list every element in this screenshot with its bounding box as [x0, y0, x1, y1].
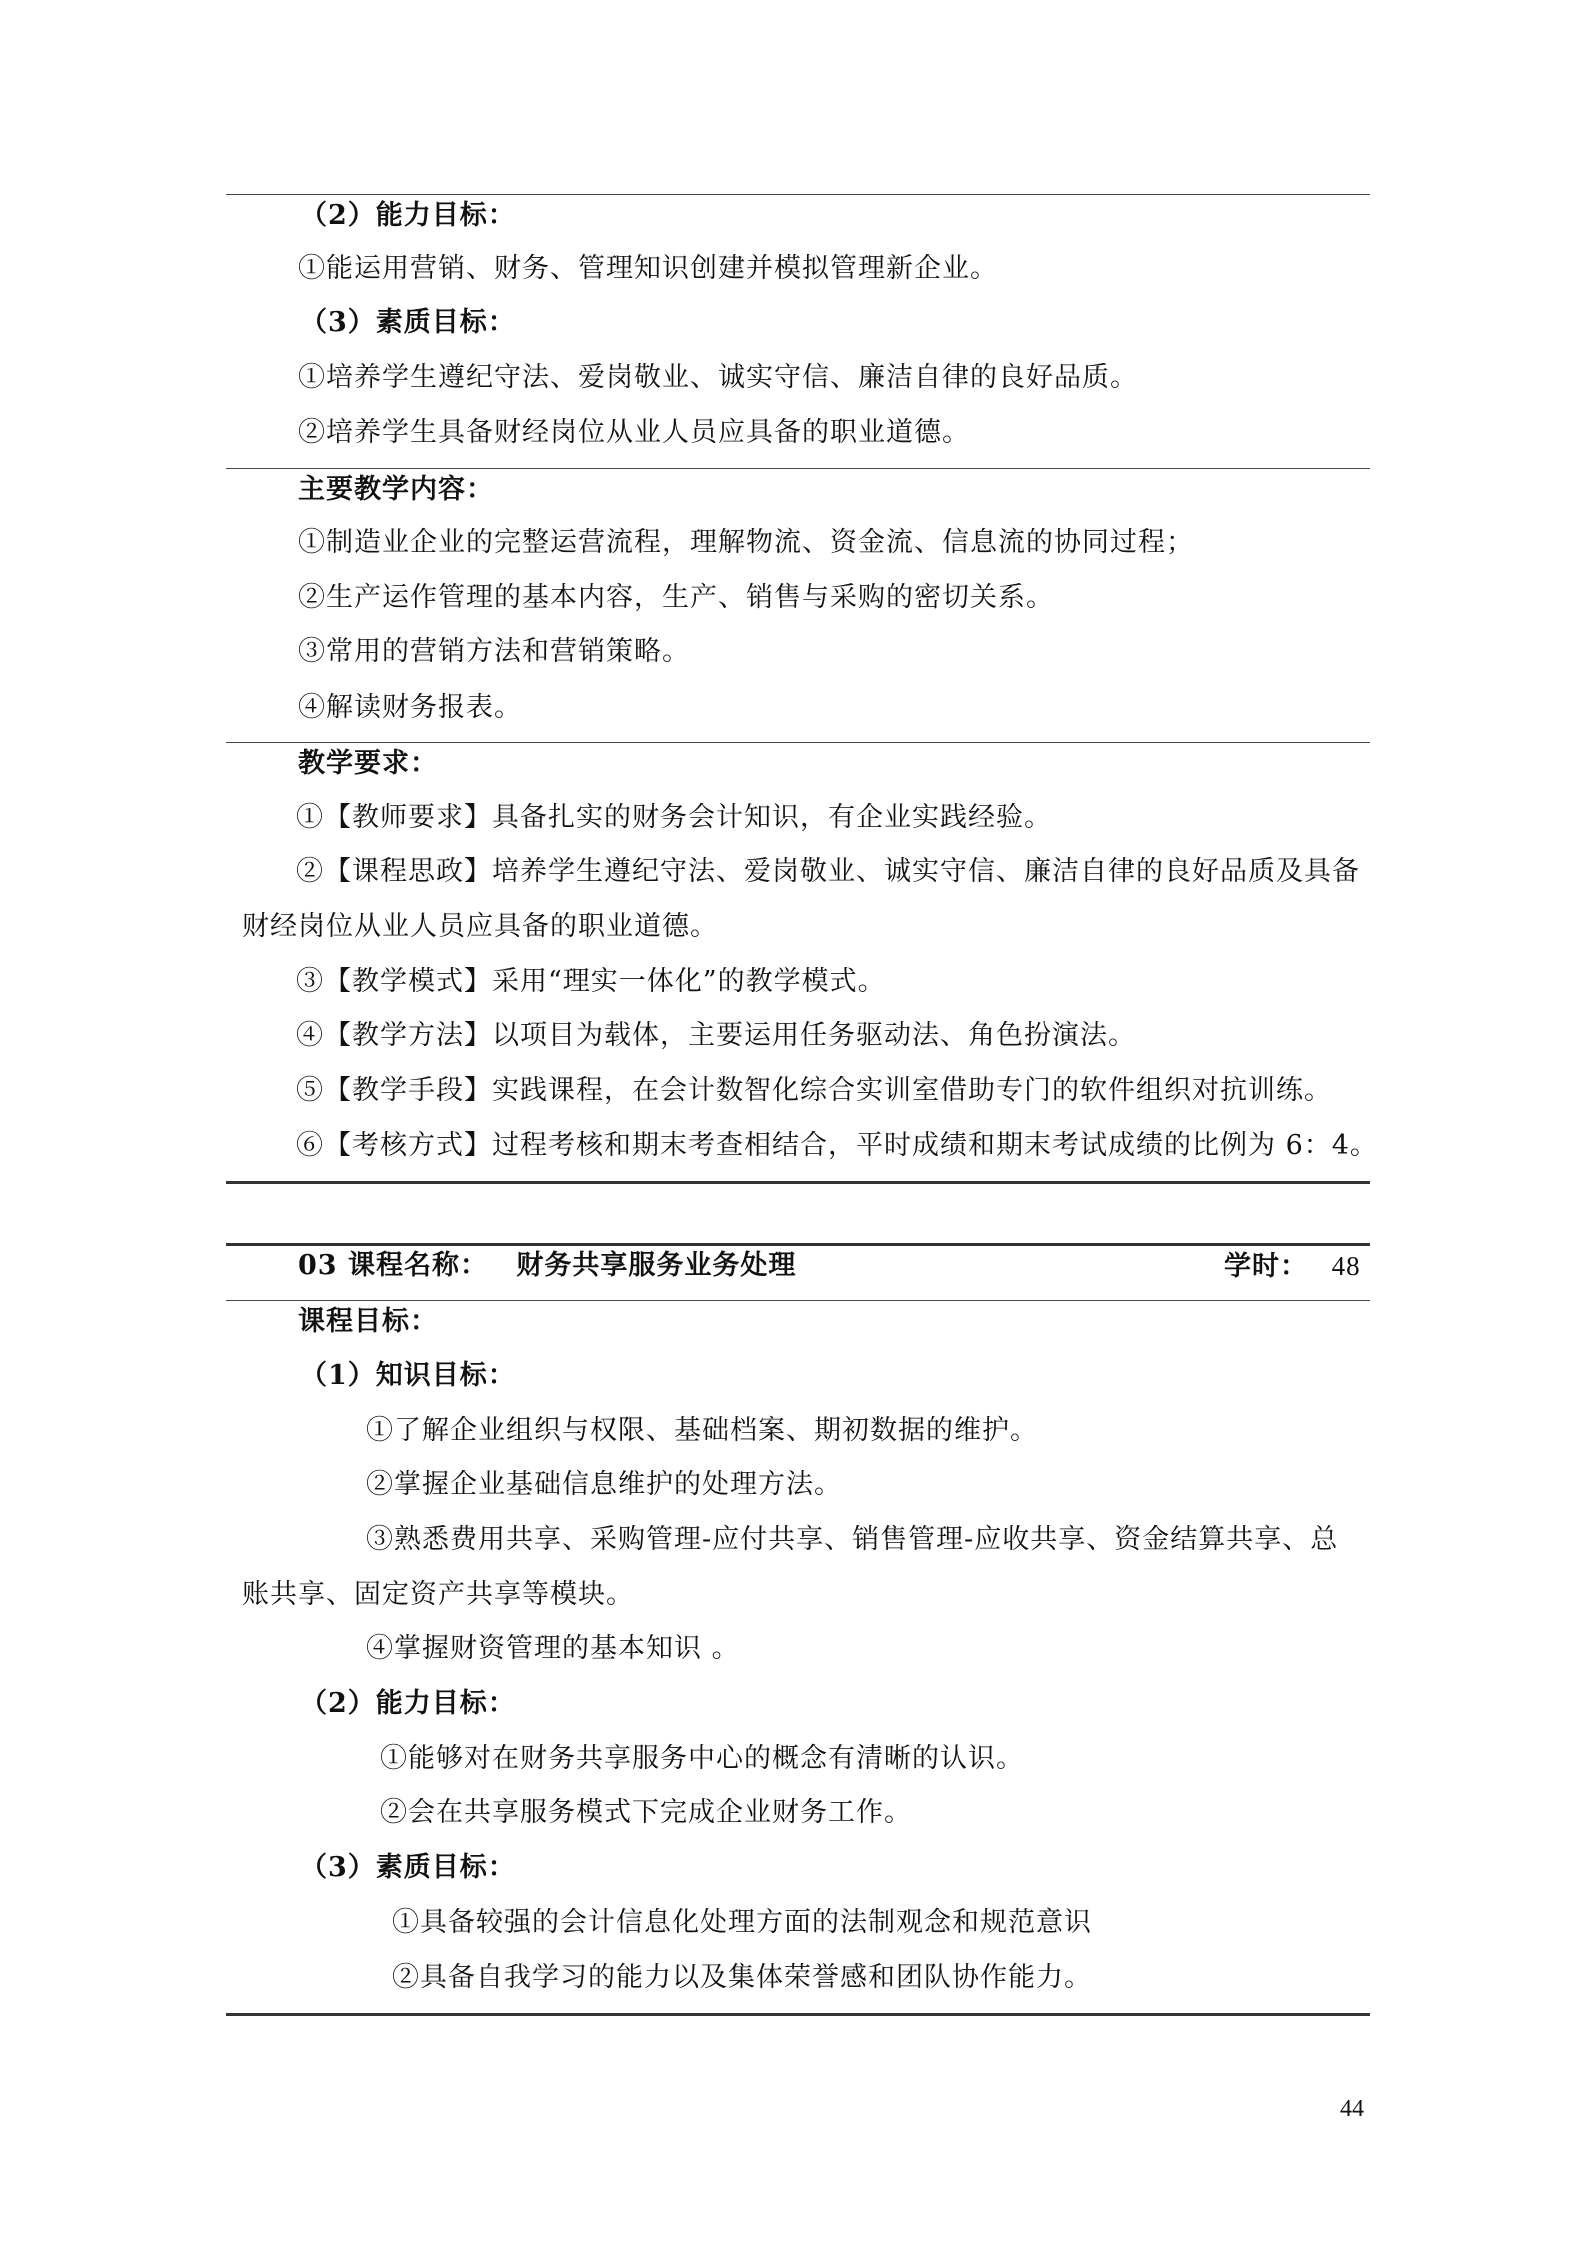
quality-item-2: ②具备自我学习的能力以及集体荣誉感和团队协作能力。 — [392, 1962, 1092, 1993]
course-prefix: 03 课程名称： — [298, 1250, 488, 1281]
hours-value: 48 — [1331, 1251, 1361, 1281]
knowledge-item: ③熟悉费用共享、采购管理-应付共享、销售管理-应收共享、资金结算共享、总 — [366, 1524, 1339, 1555]
course-title — [298, 1248, 796, 1284]
rule-course-goals — [226, 1300, 1370, 1301]
rule-section2-bottom — [226, 2013, 1370, 2016]
knowledge-heading: （1）知识目标： — [300, 1360, 516, 1391]
hours-label: 学时： — [1224, 1251, 1308, 1282]
requirement-item: ⑤【教学手段】实践课程，在会计数智化综合实训室借助专门的软件组织对抗训练。 — [296, 1075, 1332, 1106]
quality-heading: （3）素质目标： — [300, 307, 516, 338]
content-item: ④解读财务报表。 — [298, 692, 522, 723]
requirement-item: ⑥【考核方式】过程考核和期末考查相结合，平时成绩和期末考试成绩的比例为 6：4。 — [296, 1130, 1378, 1161]
rule-top — [226, 194, 1370, 195]
requirement-item: ④【教学方法】以项目为载体，主要运用任务驱动法、角色扮演法。 — [296, 1020, 1136, 1051]
course-name: 财务共享服务业务处理 — [516, 1250, 797, 1281]
requirement-item: ③【教学模式】采用“理实一体化”的教学模式。 — [296, 966, 886, 997]
course-hours — [1224, 1248, 1361, 1285]
ability-heading-2: （2）能力目标： — [300, 1688, 516, 1719]
content-item: ②生产运作管理的基本内容，生产、销售与采购的密切关系。 — [298, 582, 1054, 613]
rule-content — [226, 468, 1370, 469]
content-heading: 主要教学内容： — [298, 474, 494, 505]
knowledge-item: ④掌握财资管理的基本知识 。 — [366, 1633, 740, 1664]
knowledge-item: ①了解企业组织与权限、基础档案、期初数据的维护。 — [366, 1415, 1038, 1446]
knowledge-item-continued: 账共享、固定资产共享等模块。 — [242, 1579, 634, 1610]
rule-section2-top — [226, 1243, 1370, 1246]
requirement-item-continued: 财经岗位从业人员应具备的职业道德。 — [242, 911, 718, 942]
content-item: ③常用的营销方法和营销策略。 — [298, 636, 690, 667]
quality-heading-2: （3）素质目标： — [300, 1852, 516, 1883]
ability-item: ①能运用营销、财务、管理知识创建并模拟管理新企业。 — [298, 253, 998, 284]
quality-item: ①培养学生遵纪守法、爱岗敬业、诚实守信、廉洁自律的良好品质。 — [298, 362, 1138, 393]
quality-item: ②培养学生具备财经岗位从业人员应具备的职业道德。 — [298, 417, 970, 448]
rule-requirements — [226, 742, 1370, 743]
requirement-item: ①【教师要求】具备扎实的财务会计知识，有企业实践经验。 — [296, 802, 1052, 833]
ability-heading: （2）能力目标： — [300, 200, 516, 231]
rule-section1-bottom — [226, 1181, 1370, 1184]
quality-item-2: ①具备较强的会计信息化处理方面的法制观念和规范意识 — [392, 1907, 1092, 1938]
page-number: 44 — [1340, 2096, 1364, 2122]
requirements-heading: 教学要求： — [298, 748, 438, 779]
ability-item-2: ②会在共享服务模式下完成企业财务工作。 — [380, 1797, 912, 1828]
requirement-item: ②【课程思政】培养学生遵纪守法、爱岗敬业、诚实守信、廉洁自律的良好品质及具备 — [296, 856, 1360, 887]
content-item: ①制造业企业的完整运营流程，理解物流、资金流、信息流的协同过程； — [298, 527, 1194, 558]
knowledge-item: ②掌握企业基础信息维护的处理方法。 — [366, 1469, 842, 1500]
goal-heading: 课程目标： — [298, 1306, 438, 1337]
ability-item-2: ①能够对在财务共享服务中心的概念有清晰的认识。 — [380, 1743, 1024, 1774]
